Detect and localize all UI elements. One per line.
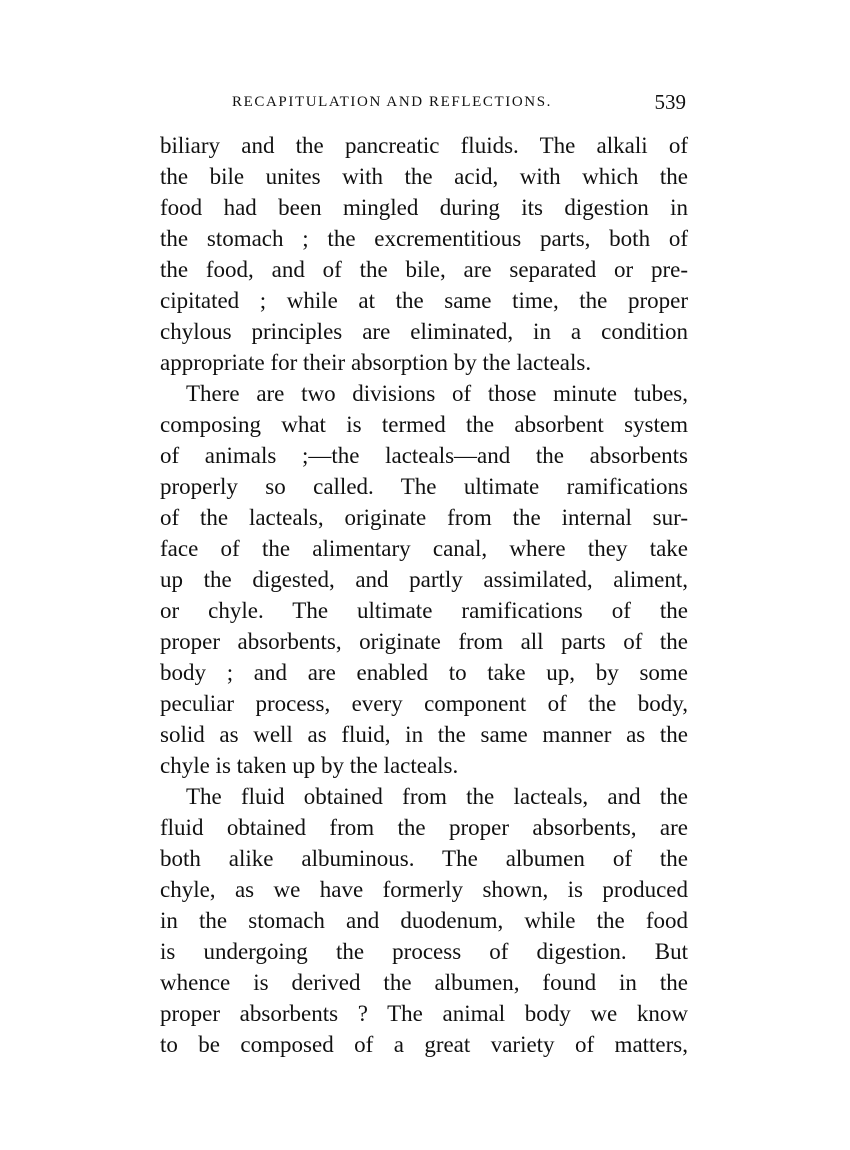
text-line: body ; and are enabled to take up, by some [160, 660, 688, 685]
text-line: the stomach ; the excrementitious parts, both of [160, 226, 688, 251]
text-line: solid as well as fluid, in the same manner as the [160, 722, 688, 747]
text-line: in the stomach and duodenum, while the food [160, 908, 688, 933]
text-line: food had been mingled during its digestion in [160, 195, 688, 220]
text-line: appropriate for their absorption by the lacteals. [160, 350, 592, 375]
paragraph [160, 378, 688, 781]
text-line: chylous principles are eliminated, in a condition [160, 319, 688, 344]
text-line: There are two divisions of those minute tubes, [186, 381, 688, 406]
paragraph [160, 130, 688, 378]
text-line: composing what is termed the absorbent system [160, 412, 688, 437]
text-line: of the lacteals, originate from the internal sur- [160, 505, 688, 530]
text-line: properly so called. The ultimate ramifications [160, 474, 688, 499]
text-line: both alike albuminous. The albumen of the [160, 846, 688, 871]
text-line: proper absorbents ? The animal body we know [160, 1001, 688, 1026]
paragraph [160, 781, 688, 1060]
text-line: to be composed of a great variety of matters, [160, 1032, 688, 1057]
text-line: fluid obtained from the proper absorbents, are [160, 815, 688, 840]
text-line: up the digested, and partly assimilated, aliment, [160, 567, 688, 592]
text-line: is undergoing the process of digestion. But [160, 939, 688, 964]
text-line: cipitated ; while at the same time, the proper [160, 288, 688, 313]
text-line: face of the alimentary canal, where they take [160, 536, 688, 561]
text-line: peculiar process, every component of the body, [160, 691, 688, 716]
page-number: 539 [654, 90, 686, 114]
text-line: the bile unites with the acid, with which the [160, 164, 688, 189]
text-line: whence is derived the albumen, found in the [160, 970, 688, 995]
text-line: chyle is taken up by the lacteals. [160, 753, 459, 778]
text-line: proper absorbents, originate from all parts of the [160, 629, 688, 654]
text-line: the food, and of the bile, are separated or pre- [160, 257, 688, 282]
body-text [160, 130, 688, 1060]
text-line: The fluid obtained from the lacteals, and the [186, 784, 688, 809]
text-line: or chyle. The ultimate ramifications of the [160, 598, 688, 623]
running-title: RECAPITULATION AND REFLECTIONS. [232, 94, 553, 110]
page-header [160, 92, 686, 116]
text-line: biliary and the pancreatic fluids. The alkali of [160, 133, 688, 158]
text-line: of animals ;—the lacteals—and the absorbents [160, 443, 688, 468]
text-line: chyle, as we have formerly shown, is produced [160, 877, 688, 902]
